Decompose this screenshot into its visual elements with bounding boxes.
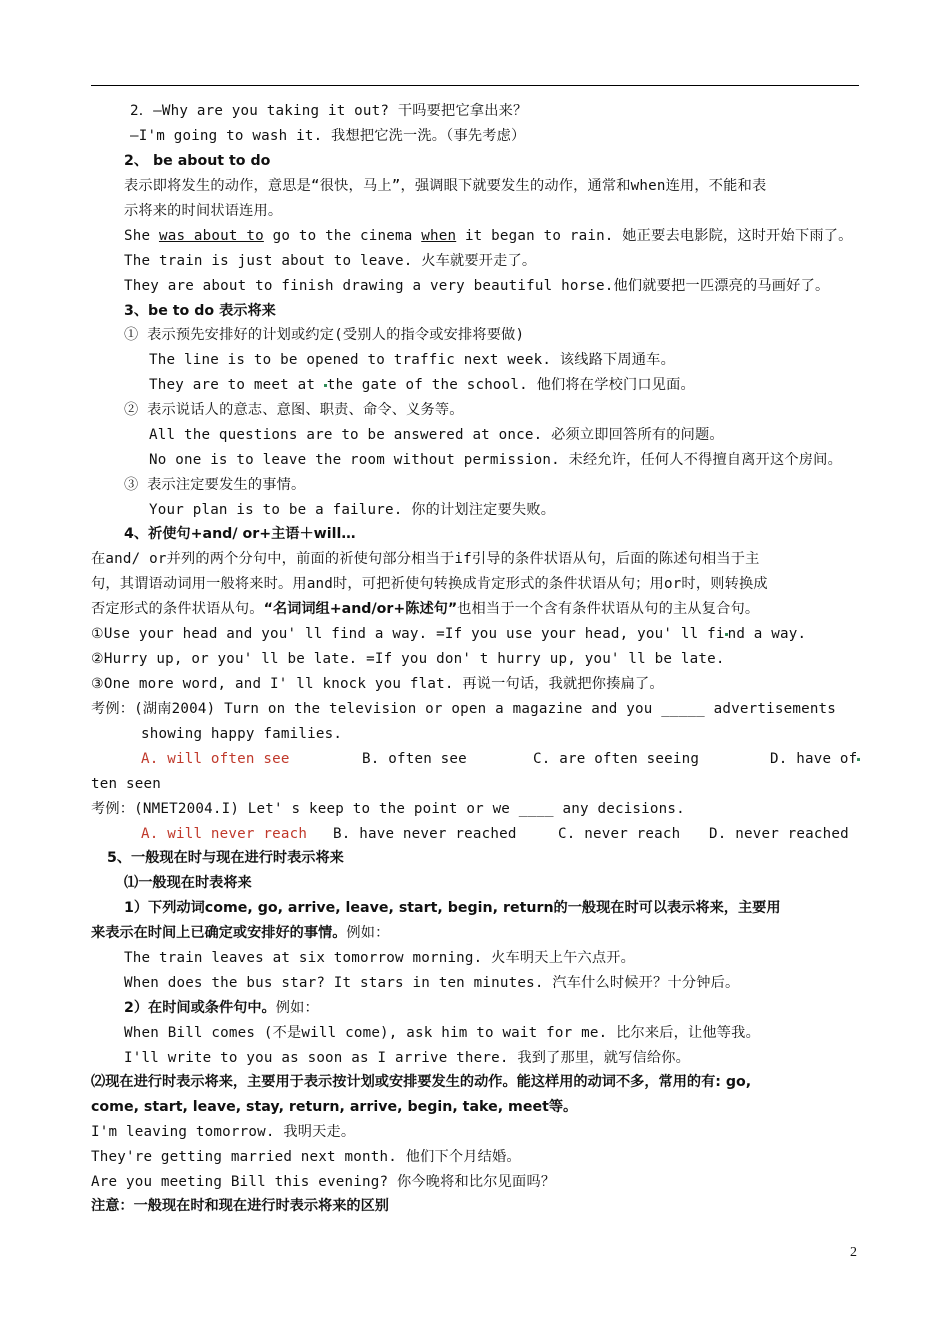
answer-option-b: B. have never reached: [333, 826, 517, 842]
text-line: ③ 表示注定要发生的事情。: [124, 477, 306, 493]
answer-option-c: C. never reach: [558, 826, 681, 842]
text-line: come, start, leave, stay, return, arrive, begin, take, meet等。: [91, 1099, 578, 1115]
text-line: 1）下列动词come, go, arrive, leave, start, begin, return的一般现在时可以表示将来，主要用: [124, 900, 781, 916]
example-line: No one is to leave the room without permission. 未经允许，任何人不得擅自离开这个房间。: [149, 452, 842, 468]
answer-option-d-cont: ten seen: [91, 776, 161, 792]
section-heading: 4、祈使句+and/ or+主语＋will…: [124, 526, 356, 542]
text-line: ⑵现在进行时表示将来，主要用于表示按计划或安排要发生的动作。能这样用的动词不多，常用的有: go,: [91, 1074, 752, 1090]
text-line: 否定形式的条件状语从句。“名词词组+and/or+陈述句”也相当于一个含有条件状语从句的主从复合句。: [91, 601, 760, 617]
exam-question: showing happy families.: [141, 726, 343, 742]
example-line: They are to meet at the gate of the school. 他们将在学校门口见面。: [149, 377, 695, 393]
text-line: 在and/ or并列的两个分句中，前面的祈使句部分相当于if引导的条件状语从句，后面的陈述句相当于主: [91, 551, 760, 567]
text-line: 表示即将发生的动作，意思是“很快，马上”，强调眼下就要发生的动作，通常和when连用，不能和表: [124, 178, 767, 194]
answer-option-d: D. have of: [770, 749, 860, 769]
answer-option-c: C. are often seeing: [533, 751, 700, 767]
answer-option-b: B. often see: [362, 751, 467, 767]
example-line: I'll write to you as soon as I arrive there. 我到了那里，就写信给你。: [124, 1050, 691, 1066]
text-line: 示将来的时间状语连用。: [124, 203, 283, 219]
example-line: ③One more word, and I' ll knock you flat. 再说一句话，我就把你揍扁了。: [91, 676, 664, 692]
text-line: 2）在时间或条件句中。例如：: [124, 1000, 319, 1016]
exam-question: 考例：(湖南2004) Turn on the television or open a magazine and you _____ advertisements: [91, 701, 837, 717]
text-line: 句，其谓语动词用一般将来时。用and时，可把祈使句转换成肯定形式的条件状语从句；用or时，则转换成: [91, 576, 768, 592]
text-line: ① 表示预先安排好的计划或约定(受别人的指令或安排将要做): [124, 327, 525, 343]
example-line: When does the bus star? It stars in ten minutes. 汽车什么时候开？十分钟后。: [124, 975, 740, 991]
example-line: ②Hurry up, or you' ll be late. =If you don' t hurry up, you' ll be late.: [91, 651, 725, 667]
exam-question: 考例：(NMET2004.I) Let' s keep to the point or we ____ any decisions.: [91, 801, 685, 817]
note-heading: 注意：一般现在时和现在进行时表示将来的区别: [91, 1198, 389, 1214]
example-line: All the questions are to be answered at once. 必须立即回答所有的问题。: [149, 427, 724, 443]
section-heading: 5、一般现在时与现在进行时表示将来: [107, 850, 344, 866]
marker-dot: [857, 758, 860, 761]
example-line: The train is just about to leave. 火车就要开走了。: [124, 253, 537, 269]
example-line: When Bill comes (不是will come), ask him to wait for me. 比尔来后，让他等我。: [124, 1025, 760, 1041]
example-line: They are about to finish drawing a very beautiful horse.他们就要把一匹漂亮的马画好了。: [124, 278, 830, 294]
subsection-heading: ⑴一般现在时表将来: [124, 875, 252, 891]
answer-option-a: A. will never reach: [141, 826, 308, 842]
text-line: 来表示在时间上已确定或安排好的事情。例如：: [91, 925, 390, 941]
header-rule: [91, 85, 859, 86]
example-line: The line is to be opened to traffic next week. 该线路下周通车。: [149, 352, 675, 368]
section-heading: 2、 be about to do: [124, 153, 271, 169]
answer-option-a: A. will often see: [141, 751, 290, 767]
text-line: —I'm going to wash it. 我想把它洗一洗。（事先考虑）: [130, 128, 526, 144]
section-heading: 3、be to do 表示将来: [124, 303, 276, 319]
text-line: ② 表示说话人的意志、意图、职责、命令、义务等。: [124, 402, 464, 418]
answer-option-d: D. never reached: [709, 826, 849, 842]
example-line: I'm leaving tomorrow. 我明天走。: [91, 1124, 356, 1140]
example-line: Your plan is to be a failure. 你的计划注定要失败。: [149, 502, 556, 518]
example-line: Are you meeting Bill this evening? 你今晚将和比尔见面吗？: [91, 1174, 556, 1190]
text-line: 2．—Why are you taking it out? 干吗要把它拿出来？: [130, 103, 528, 119]
example-line: The train leaves at six tomorrow morning. 火车明天上午六点开。: [124, 950, 636, 966]
example-line: ①Use your head and you' ll find a way. =If you use your head, you' ll fi nd a way.: [91, 626, 807, 642]
page-number: 2: [850, 1245, 857, 1260]
example-line: She was about to go to the cinema when it began to rain. 她正要去电影院，这时开始下雨了。: [124, 228, 853, 244]
example-line: They're getting married next month. 他们下个月结婚。: [91, 1149, 521, 1165]
